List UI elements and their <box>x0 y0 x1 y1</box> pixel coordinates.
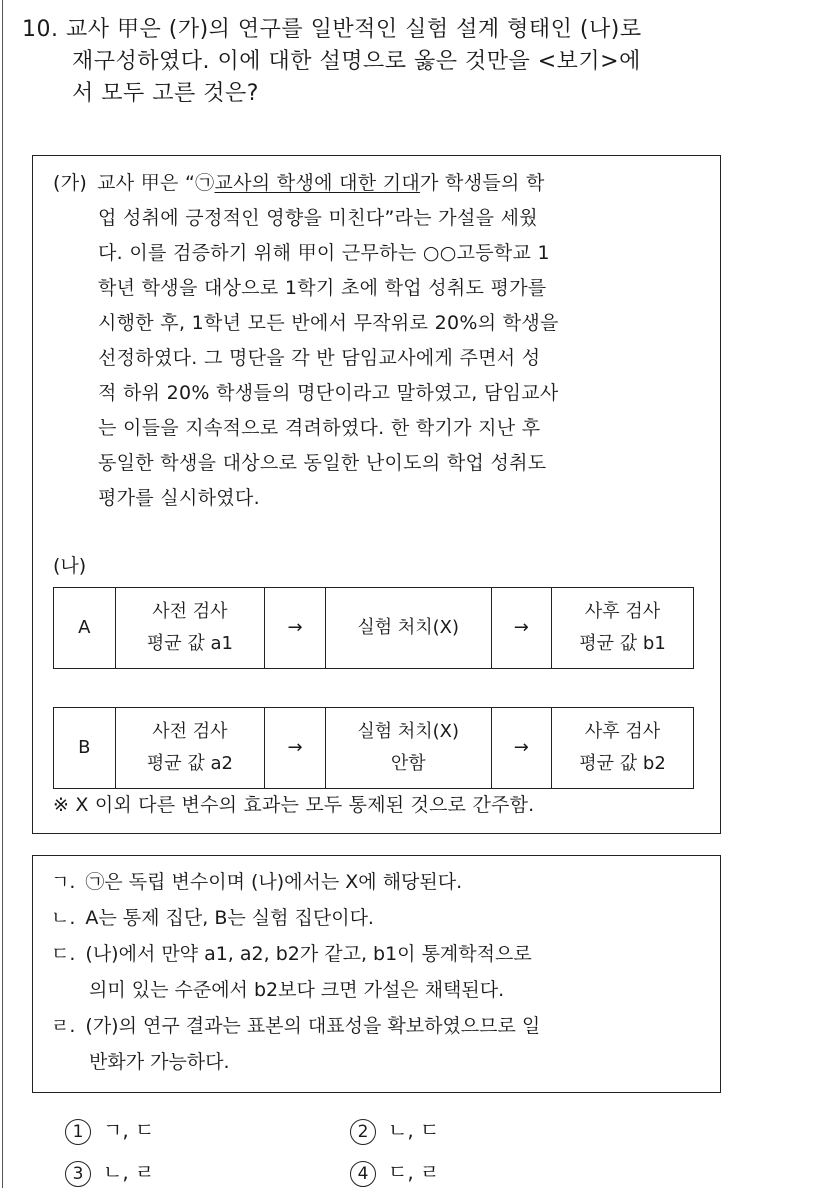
question-line-1: 10. 교사 甲은 (가)의 연구를 일반적인 실험 설계 형태인 (나)로 <box>22 17 642 42</box>
passage-ga-line: 학년 학생을 대상으로 1학기 초에 학업 성취도 평가를 <box>98 277 547 299</box>
bogi-box <box>32 855 721 1093</box>
posttest-cell: 사후 검사 평균 값 b1 <box>552 588 694 669</box>
bogi-marker: ㄷ. <box>51 943 76 965</box>
choice-1[interactable]: 1 ㄱ, ㄷ <box>65 1110 154 1150</box>
group-label: A <box>54 588 116 669</box>
passage-ga-line: 다. 이를 검증하기 위해 甲이 근무하는 ○○고등학교 1 <box>98 242 550 264</box>
question-line-3: 서 모두 고른 것은? <box>72 81 259 106</box>
bogi-item-nieun: ㄴ. A는 통제 집단, B는 실험 집단이다. <box>51 900 706 936</box>
treatment-cell: 실험 처치(X) 안함 <box>325 708 491 789</box>
bogi-item-rieul: ㄹ. (가)의 연구 결과는 표본의 대표성을 확보하였으므로 일 반화가 가능하다. <box>51 1008 706 1080</box>
choice-4[interactable]: 4 ㄷ, ㄹ <box>350 1152 439 1192</box>
treatment-cell: 실험 처치(X) <box>325 588 491 669</box>
pretest-cell: 사전 검사 평균 값 a2 <box>115 708 265 789</box>
flow-table-group-a <box>53 587 694 669</box>
arrow-right-icon: → <box>491 588 552 669</box>
question-number: 10. <box>22 17 59 42</box>
control-note: ※ X 이외 다른 변수의 효과는 모두 통제된 것으로 간주함. <box>53 794 535 816</box>
question-stem <box>22 14 782 110</box>
passage-ga <box>53 166 703 516</box>
arrow-right-icon: → <box>265 708 326 789</box>
posttest-cell: 사후 검사 평균 값 b2 <box>552 708 694 789</box>
passage-ga-line: 적 하위 20% 학생들의 명단이라고 말하였고, 담임교사 <box>98 382 559 404</box>
group-label: B <box>54 708 116 789</box>
arrow-right-icon: → <box>491 708 552 789</box>
flow-table-group-b <box>53 707 694 789</box>
passage-ga-line: 선정하였다. 그 명단을 각 반 담임교사에게 주면서 성 <box>98 347 541 369</box>
circled-number-icon: 4 <box>350 1161 376 1187</box>
passage-na-label: (나) <box>53 555 87 577</box>
passage-ga-line: 업 성취에 긍정적인 영향을 미친다”라는 가설을 세웠 <box>98 207 538 229</box>
passage-ga-label: (가) <box>53 172 88 194</box>
pretest-cell: 사전 검사 평균 값 a1 <box>115 588 265 669</box>
bogi-item-digeut: ㄷ. (나)에서 만약 a1, a2, b2가 같고, b1이 통계학적으로 의미 있는 수준에서 b2보다 크면 가설은 채택된다. <box>51 936 706 1008</box>
underlined-hypothesis-term: 교사의 학생에 대한 기대 <box>214 172 421 194</box>
bogi-marker: ㄴ. <box>51 907 76 929</box>
bogi-item-giyeok: ㄱ. ㉠은 독립 변수이며 (나)에서는 X에 해당된다. <box>51 864 706 900</box>
choice-2[interactable]: 2 ㄴ, ㄷ <box>350 1110 439 1150</box>
passage-ga-line: 시행한 후, 1학년 모든 반에서 무작위로 20%의 학생을 <box>98 312 559 334</box>
page-margin-rule <box>2 0 3 1188</box>
circled-number-icon: 2 <box>350 1119 376 1145</box>
bogi-list <box>51 864 706 1080</box>
circled-number-icon: 1 <box>65 1119 91 1145</box>
arrow-right-icon: → <box>265 588 326 669</box>
passage-ga-line: 는 이들을 지속적으로 격려하였다. 한 학기가 지난 후 <box>98 417 541 439</box>
passage-box <box>32 155 721 834</box>
choice-3[interactable]: 3 ㄴ, ㄹ <box>65 1152 154 1192</box>
passage-ga-line-1: (가) 교사 甲은 “㉠ 교사의 학생에 대한 기대 가 학생들의 학 <box>53 166 703 201</box>
circled-number-icon: 3 <box>65 1161 91 1187</box>
bogi-marker: ㄱ. <box>51 871 76 893</box>
question-line-2: 재구성하였다. 이에 대한 설명으로 옳은 것만을 <보기>에 <box>72 49 641 74</box>
bogi-marker: ㄹ. <box>51 1015 76 1037</box>
passage-ga-line: 평가를 실시하였다. <box>98 487 260 509</box>
passage-ga-line: 동일한 학생을 대상으로 동일한 난이도의 학업 성취도 <box>98 452 547 474</box>
